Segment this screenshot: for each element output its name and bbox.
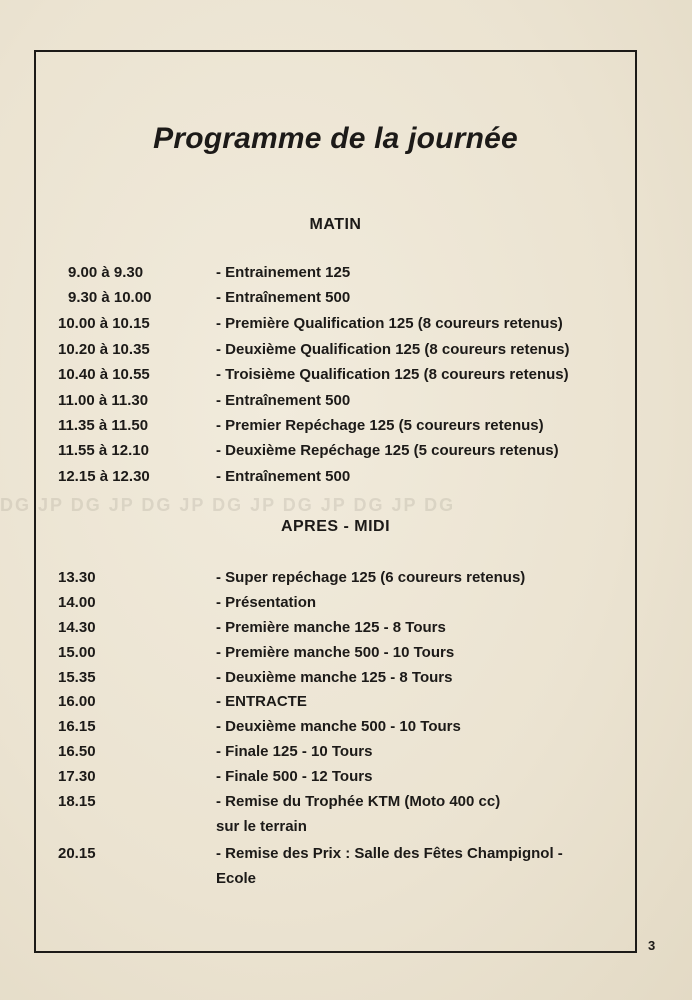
row-time: 18.15 <box>58 793 96 810</box>
row-description: - Entraînement 500 <box>216 468 351 485</box>
schedule-row <box>36 468 635 493</box>
schedule-row <box>36 768 635 793</box>
row-description: - Finale 125 - 10 Tours <box>216 743 373 760</box>
row-time: 15.00 <box>58 644 96 661</box>
schedule-row <box>36 644 635 669</box>
section-heading-apres-midi: APRES - MIDI <box>280 518 391 535</box>
row-description: - Entraînement 500 <box>216 289 351 306</box>
row-time: 11.55 à 12.10 <box>58 442 149 459</box>
schedule-row <box>36 392 635 417</box>
row-description: - Première manche 125 - 8 Tours <box>216 619 446 636</box>
schedule-row <box>36 693 635 718</box>
row-description: - Entrainement 125 <box>216 264 351 281</box>
schedule-row <box>36 594 635 619</box>
schedule-row <box>36 845 635 870</box>
schedule-row <box>36 793 635 818</box>
row-time: 11.00 à 11.30 <box>58 392 149 409</box>
row-description: - ENTRACTE <box>216 693 307 710</box>
row-description: - Remise des Prix : Salle des Fêtes Champignol - <box>216 845 563 862</box>
row-time: 13.30 <box>58 569 96 586</box>
schedule-row <box>36 417 635 442</box>
row-time: 16.00 <box>58 693 96 710</box>
schedule-row <box>36 669 635 694</box>
row-time: 16.15 <box>58 718 96 735</box>
row-time: 15.35 <box>58 669 96 686</box>
row-description: - Troisième Qualification 125 (8 coureurs retenus) <box>216 366 569 383</box>
schedule-row <box>36 818 635 843</box>
schedule-row <box>36 315 635 340</box>
row-time: 10.40 à 10.55 <box>58 366 150 383</box>
row-time: 11.35 à 11.50 <box>58 417 149 434</box>
watermark: DG JP DG JP DG JP DG JP DG JP DG JP DG <box>0 495 456 515</box>
row-description: - Première Qualification 125 (8 coureurs retenus) <box>216 315 563 332</box>
row-time: 12.15 à 12.30 <box>58 468 150 485</box>
page-number: 3 <box>648 938 656 953</box>
row-time: 16.50 <box>58 743 96 760</box>
schedule-row <box>36 366 635 391</box>
row-time: 14.30 <box>58 619 96 636</box>
schedule-row <box>36 442 635 467</box>
schedule-row <box>36 264 635 289</box>
row-description: - Deuxième Repéchage 125 (5 coureurs retenus) <box>216 442 559 459</box>
section-heading-matin: MATIN <box>309 216 362 233</box>
row-time: 14.00 <box>58 594 96 611</box>
schedule-row <box>36 718 635 743</box>
row-description: - Présentation <box>216 594 317 611</box>
row-description: - Deuxième manche 500 - 10 Tours <box>216 718 461 735</box>
row-description: Ecole <box>216 870 257 887</box>
row-description: - Super repéchage 125 (6 coureurs retenus) <box>216 569 526 586</box>
schedule-row <box>36 870 635 895</box>
schedule-row <box>36 619 635 644</box>
row-description: sur le terrain <box>216 818 307 835</box>
schedule-row <box>36 569 635 594</box>
row-description: - Entraînement 500 <box>216 392 351 409</box>
row-description: - Finale 500 - 12 Tours <box>216 768 373 785</box>
row-time: 9.00 à 9.30 <box>68 264 144 281</box>
programme-frame <box>34 50 637 953</box>
page-title: Programme de la journée <box>153 122 518 155</box>
row-description: - Deuxième manche 125 - 8 Tours <box>216 669 453 686</box>
row-description: - Remise du Trophée KTM (Moto 400 cc) <box>216 793 501 810</box>
row-description: - Première manche 500 - 10 Tours <box>216 644 455 661</box>
row-time: 9.30 à 10.00 <box>68 289 152 306</box>
row-time: 20.15 <box>58 845 96 862</box>
schedule-row <box>36 289 635 314</box>
row-time: 10.00 à 10.15 <box>58 315 150 332</box>
schedule-row <box>36 341 635 366</box>
row-description: - Premier Repéchage 125 (5 coureurs retenus) <box>216 417 544 434</box>
row-time: 10.20 à 10.35 <box>58 341 150 358</box>
row-time: 17.30 <box>58 768 96 785</box>
row-description: - Deuxième Qualification 125 (8 coureurs retenus) <box>216 341 570 358</box>
schedule-row <box>36 743 635 768</box>
